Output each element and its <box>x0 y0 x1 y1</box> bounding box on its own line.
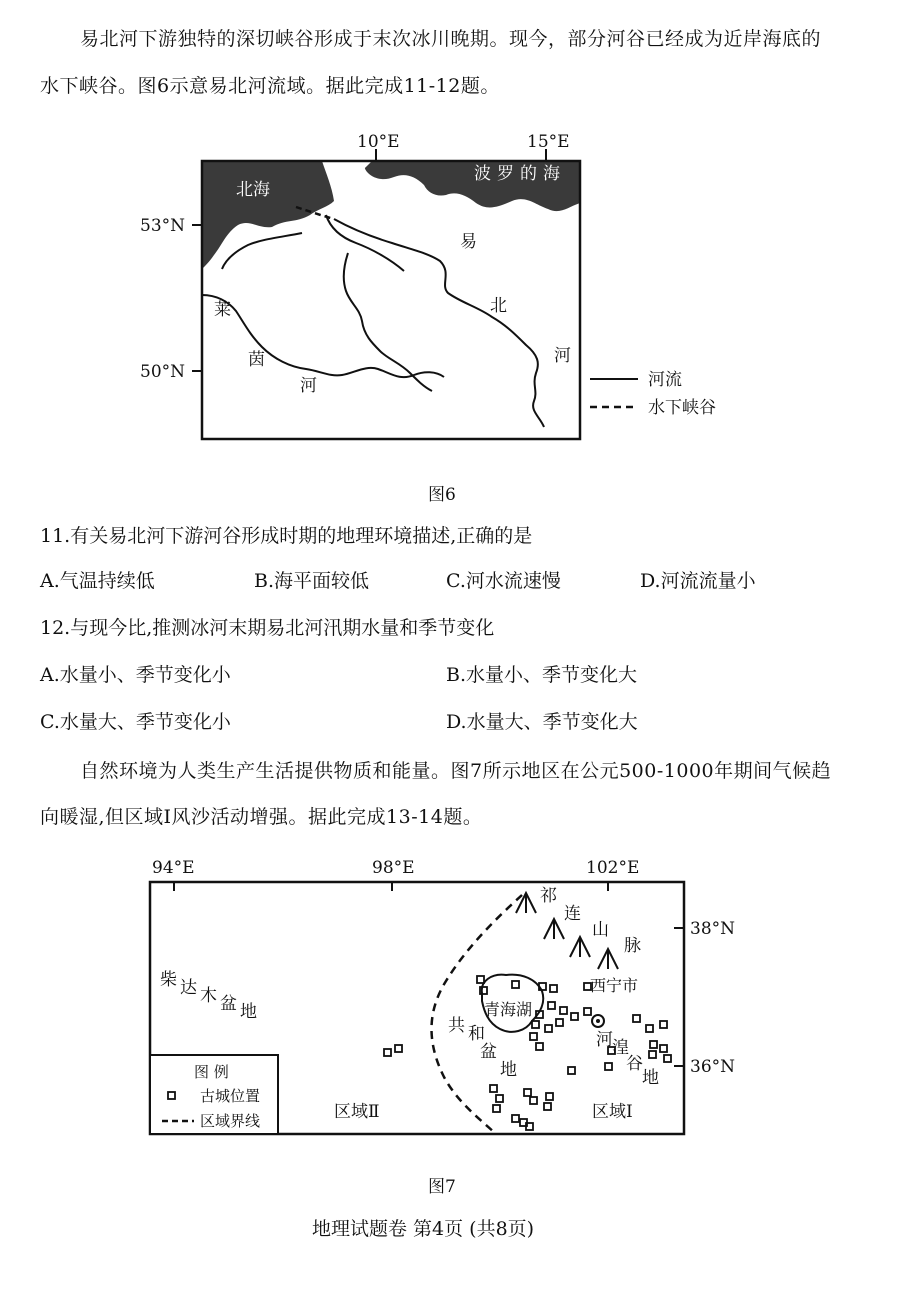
question-12-option-c[interactable]: C.水量大、季节变化小 <box>40 711 231 733</box>
sea-area <box>202 161 334 269</box>
lon-98e-label: 98°E <box>372 858 415 878</box>
intro2-paragraph-line1: 自然环境为人类生产生活提供物质和能量。图7所示地区在公元500-1000年期间气候趋 <box>80 760 832 782</box>
gonghe-char-4: 地 <box>500 1060 517 1080</box>
lon-10e-label: 10°E <box>357 132 400 152</box>
lon-15e-label: 15°E <box>527 132 570 152</box>
region-1-label: 区域Ⅰ <box>592 1102 633 1122</box>
intro-paragraph-line2: 水下峡谷。图6示意易北河流域。据此完成11-12题。 <box>40 75 500 97</box>
intro-paragraph-line1: 易北河下游独特的深切峡谷形成于末次冰川晚期。现今，部分河谷已经成为近岸海底的 <box>80 28 822 50</box>
qaidam-char-3: 木 <box>200 986 217 1006</box>
lon-94e-label: 94°E <box>152 858 195 878</box>
huangshui-char-3: 谷 <box>626 1054 643 1074</box>
legend-ancient-city-label: 古城位置 <box>200 1087 261 1105</box>
baltic-sea-label: 波罗的海 <box>474 164 566 184</box>
qaidam-char-1: 柴 <box>160 970 177 990</box>
rhine-char-2: 茵 <box>248 350 265 370</box>
intro2-paragraph-line2: 向暖湿,但区域Ⅰ风沙活动增强。据此完成13-14题。 <box>40 806 483 828</box>
question-11-option-b[interactable]: B.海平面较低 <box>254 570 370 592</box>
legend-river-label: 河流 <box>648 370 682 390</box>
north-sea-label: 北海 <box>236 180 270 200</box>
elbe-char-2: 北 <box>490 296 507 316</box>
legend-boundary-label: 区域界线 <box>200 1112 261 1130</box>
huangshui-char-1: 河 <box>596 1030 613 1050</box>
lat-53n-label: 53°N <box>140 216 186 236</box>
gonghe-char-2: 和 <box>468 1024 485 1044</box>
qaidam-char-4: 盆 <box>220 994 237 1014</box>
elbe-char-1: 易 <box>460 232 477 252</box>
elbe-river <box>334 219 544 427</box>
weser-river <box>222 233 302 269</box>
lat-36n-label: 36°N <box>690 1057 736 1077</box>
gonghe-char-1: 共 <box>448 1016 465 1036</box>
lat-50n-label: 50°N <box>140 362 186 382</box>
question-11-option-c[interactable]: C.河水流速慢 <box>446 570 561 592</box>
legend-title: 图 例 <box>194 1063 229 1081</box>
elbe-char-3: 河 <box>554 346 571 366</box>
legend-canyon-label: 水下峡谷 <box>648 398 716 418</box>
qilian-char-4: 脉 <box>624 936 641 956</box>
qilian-char-3: 山 <box>592 920 609 940</box>
xining-city-label: 西宁市 <box>590 976 639 995</box>
question-12-option-b[interactable]: B.水量小、季节变化大 <box>446 664 638 686</box>
question-12-option-a[interactable]: A.水量小、季节变化小 <box>40 664 231 686</box>
qilian-char-1: 祁 <box>540 886 557 906</box>
gonghe-char-3: 盆 <box>480 1042 497 1062</box>
lat-38n-label: 38°N <box>690 919 736 939</box>
rhine-river <box>202 295 444 377</box>
figure-7-caption: 图7 <box>428 1177 456 1197</box>
rhine-char-1: 莱 <box>214 300 231 320</box>
qilian-char-2: 连 <box>564 904 581 924</box>
qaidam-char-2: 达 <box>180 978 197 998</box>
page-footer: 地理试题卷 第4页 (共8页) <box>312 1218 535 1240</box>
qaidam-char-5: 地 <box>240 1002 257 1022</box>
question-11-stem: 11.有关易北河下游河谷形成时期的地理环境描述,正确的是 <box>40 525 533 547</box>
question-12-stem: 12.与现今比,推测冰河末期易北河汛期水量和季节变化 <box>40 617 495 639</box>
question-11-option-a[interactable]: A.气温持续低 <box>40 570 155 592</box>
region-2-label: 区域Ⅱ <box>334 1102 380 1122</box>
figure-6-caption: 图6 <box>428 485 456 505</box>
figure-7-map <box>0 845 900 1155</box>
huangshui-char-2: 湟 <box>612 1038 629 1058</box>
qinghai-lake-label: 青海湖 <box>484 1000 533 1019</box>
figure-6-map <box>0 115 900 585</box>
lon-102e-label: 102°E <box>586 858 640 878</box>
question-12-option-d[interactable]: D.水量大、季节变化大 <box>446 711 638 733</box>
question-11-option-d[interactable]: D.河流流量小 <box>640 570 756 592</box>
huangshui-char-4: 地 <box>642 1068 659 1088</box>
rhine-char-3: 河 <box>300 376 317 396</box>
